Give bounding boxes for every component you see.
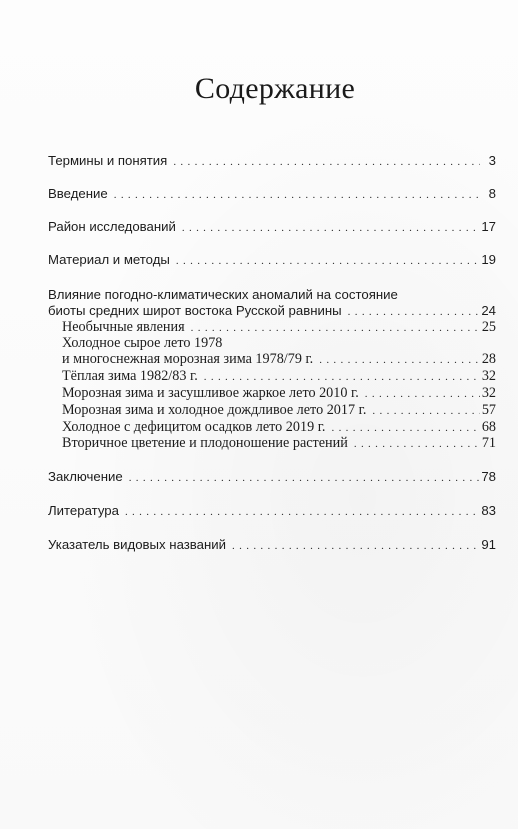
- dot-leader: [114, 186, 480, 204]
- dot-leader: [129, 469, 480, 487]
- toc-page-number: 91: [481, 537, 496, 552]
- toc-page-number: 57: [481, 402, 496, 418]
- toc-page-number: 32: [481, 385, 496, 401]
- toc-page-number: 24: [481, 303, 496, 318]
- dot-leader: [176, 252, 479, 270]
- toc-entry-terms[interactable]: [48, 152, 496, 170]
- toc-entry-methods[interactable]: [48, 251, 496, 269]
- toc-page-number: 28: [481, 351, 496, 367]
- toc-entry-cold1978[interactable]: [62, 350, 496, 368]
- toc-page-number: 71: [481, 435, 496, 451]
- toc-entry-label: Введение: [48, 186, 108, 201]
- toc-entry-influence-line1[interactable]: Влияние погодно-климатических аномалий на состояние: [48, 287, 398, 302]
- dot-leader: [232, 537, 479, 555]
- dot-leader: [173, 153, 480, 171]
- toc-entry-secondary[interactable]: [62, 434, 496, 452]
- toc-entry-label: Морозная зима и засушливое жаркое лето 2010 г.: [62, 385, 359, 401]
- toc-entry-label: Заключение: [48, 469, 123, 484]
- toc-page-number: 68: [481, 419, 496, 435]
- toc-entry-frost2010[interactable]: [62, 384, 496, 402]
- dot-leader: [354, 435, 480, 453]
- toc-entry-label: и многоснежная морозная зима 1978/79 г.: [62, 351, 314, 367]
- dot-leader: [182, 219, 479, 237]
- toc-entry-label: Вторичное цветение и плодоношение растений: [62, 435, 348, 451]
- toc-entry-label: биоты средних широт востока Русской равнины: [48, 303, 342, 318]
- toc-page-number: 83: [481, 503, 496, 518]
- toc-entry-conclusion[interactable]: [48, 468, 496, 486]
- page-title: Содержание: [194, 72, 356, 105]
- toc-entry-intro[interactable]: [48, 185, 496, 203]
- toc-entry-label: Морозная зима и холодное дождливое лето 2017 г.: [62, 402, 367, 418]
- toc-page-number: 17: [481, 219, 496, 234]
- toc-entry-warm1982[interactable]: [62, 367, 496, 385]
- toc-page-number: 3: [488, 153, 496, 168]
- toc-entry-label: Необычные явления: [62, 319, 185, 335]
- toc-entry-index[interactable]: [48, 536, 496, 554]
- toc-entry-label: Термины и понятия: [48, 153, 168, 168]
- toc-entry-area[interactable]: [48, 218, 496, 236]
- toc-entry-label: Холодное с дефицитом осадков лето 2019 г.: [62, 419, 326, 435]
- toc-page-number: 8: [488, 186, 496, 201]
- toc-entry-frost2017[interactable]: [62, 401, 496, 419]
- toc-entry-label: Литература: [48, 503, 119, 518]
- toc-page-number: 78: [481, 469, 496, 484]
- toc-entry-label: Район исследований: [48, 219, 176, 234]
- toc-page-number: 25: [481, 319, 496, 335]
- dot-leader: [125, 503, 479, 521]
- toc-entry-label: Тёплая зима 1982/83 г.: [62, 368, 198, 384]
- toc-page-number: 32: [481, 368, 496, 384]
- toc-entry-literature[interactable]: [48, 502, 496, 520]
- toc-entry-cold1978-line1[interactable]: Холодное сырое лето 1978: [62, 335, 223, 351]
- toc-entry-label: Материал и методы: [48, 252, 170, 267]
- toc-entry-label: Указатель видовых названий: [48, 537, 227, 552]
- toc-page-number: 19: [481, 252, 496, 267]
